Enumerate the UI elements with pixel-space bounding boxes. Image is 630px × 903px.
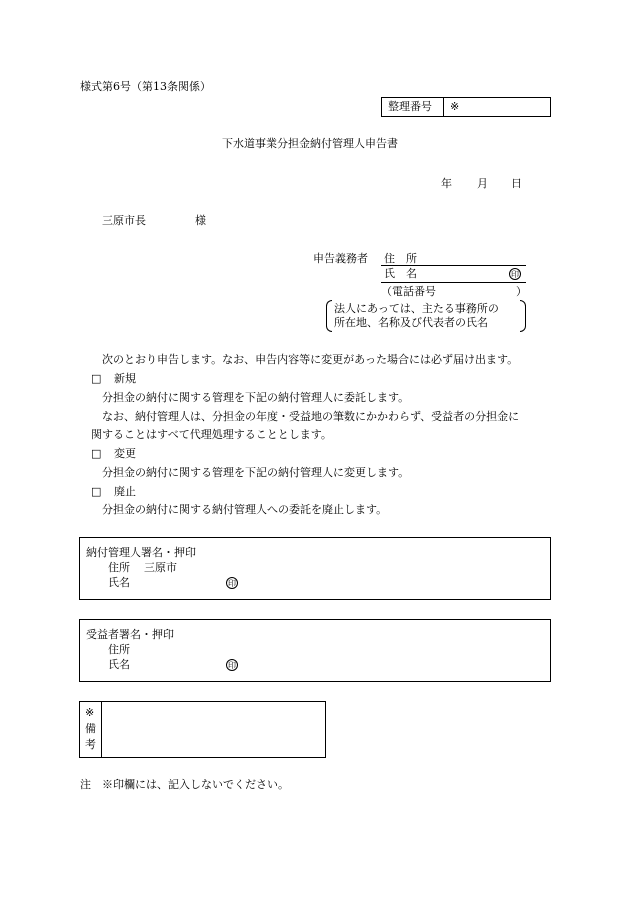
addressee-name: 三原市長 <box>102 214 146 227</box>
declarant-label: 申告義務者 <box>313 252 368 265</box>
manager-signature-box <box>79 537 551 600</box>
checkbox-change[interactable]: □ <box>91 447 102 460</box>
manager-box-title: 納付管理人署名・押印 <box>86 546 196 559</box>
option-abolish-label: 廃止 <box>114 485 136 498</box>
reference-mark: ※ <box>450 100 460 113</box>
option-new-text-3: 関することはすべて代理処理することとします。 <box>91 428 332 441</box>
remarks-divider <box>101 702 102 757</box>
bracket-left <box>326 300 332 332</box>
intro-text: 次のとおり申告します。なお、申告内容等に変更があった場合には必ず届け出ます。 <box>102 353 519 366</box>
option-abolish-text: 分担金の納付に関する納付管理人への委託を廃止します。 <box>102 503 388 516</box>
corporation-note <box>326 300 526 332</box>
form-id: 様式第6号（第13条関係） <box>80 80 211 93</box>
beneficiary-address-label: 住所 <box>108 643 130 656</box>
option-change-label: 変更 <box>114 447 136 460</box>
manager-address-value: 三原市 <box>144 561 177 574</box>
beneficiary-name-label: 氏名 <box>108 658 130 671</box>
footer-note: 注 ※印欄には、記入しないでください。 <box>80 778 289 791</box>
checkbox-new[interactable]: □ <box>91 372 102 385</box>
reference-divider <box>443 98 444 116</box>
declarant-name-line <box>381 282 526 283</box>
declarant-phone-label: （電話番号 <box>381 285 436 298</box>
manager-name-label: 氏名 <box>108 576 130 589</box>
remarks-char-2: 考 <box>85 738 96 751</box>
date-day: 日 <box>511 177 522 190</box>
beneficiary-seal-icon: 印 <box>228 661 236 670</box>
beneficiary-signature-box <box>79 619 551 682</box>
date-year: 年 <box>441 177 452 190</box>
option-change-text: 分担金の納付に関する管理を下記の納付管理人に変更します。 <box>102 466 410 479</box>
remarks-char-1: 備 <box>85 722 96 735</box>
checkbox-abolish[interactable]: □ <box>91 485 102 498</box>
declarant-name-label: 氏 名 <box>384 267 417 280</box>
remarks-mark: ※ <box>85 706 95 719</box>
document-title: 下水道事業分担金納付管理人申告書 <box>222 137 398 150</box>
remarks-box <box>79 701 326 758</box>
manager-seal-icon: 印 <box>228 579 236 588</box>
corporation-note-line2: 所在地、名称及び代表者の氏名 <box>334 316 488 329</box>
option-new-label: 新規 <box>114 372 136 385</box>
reference-number-label: 整理番号 <box>388 100 432 113</box>
declarant-address-label: 住 所 <box>384 252 417 265</box>
option-new-text-1: 分担金の納付に関する管理を下記の納付管理人に委託します。 <box>102 391 410 404</box>
declarant-seal-icon: 印 <box>511 270 519 279</box>
manager-address-label: 住所 <box>108 561 130 574</box>
declarant-address-line <box>381 265 526 266</box>
reference-number-box <box>381 97 551 117</box>
bracket-right <box>520 300 526 332</box>
option-new-text-2: なお、納付管理人は、分担金の年度・受益地の筆数にかかわらず、受益者の分担金に <box>102 410 520 423</box>
addressee-honorific: 様 <box>195 214 206 227</box>
corporation-note-line1: 法人にあっては、主たる事務所の <box>334 302 499 315</box>
declarant-phone-close: ） <box>516 285 527 298</box>
beneficiary-box-title: 受益者署名・押印 <box>86 628 174 641</box>
date-month: 月 <box>477 177 488 190</box>
